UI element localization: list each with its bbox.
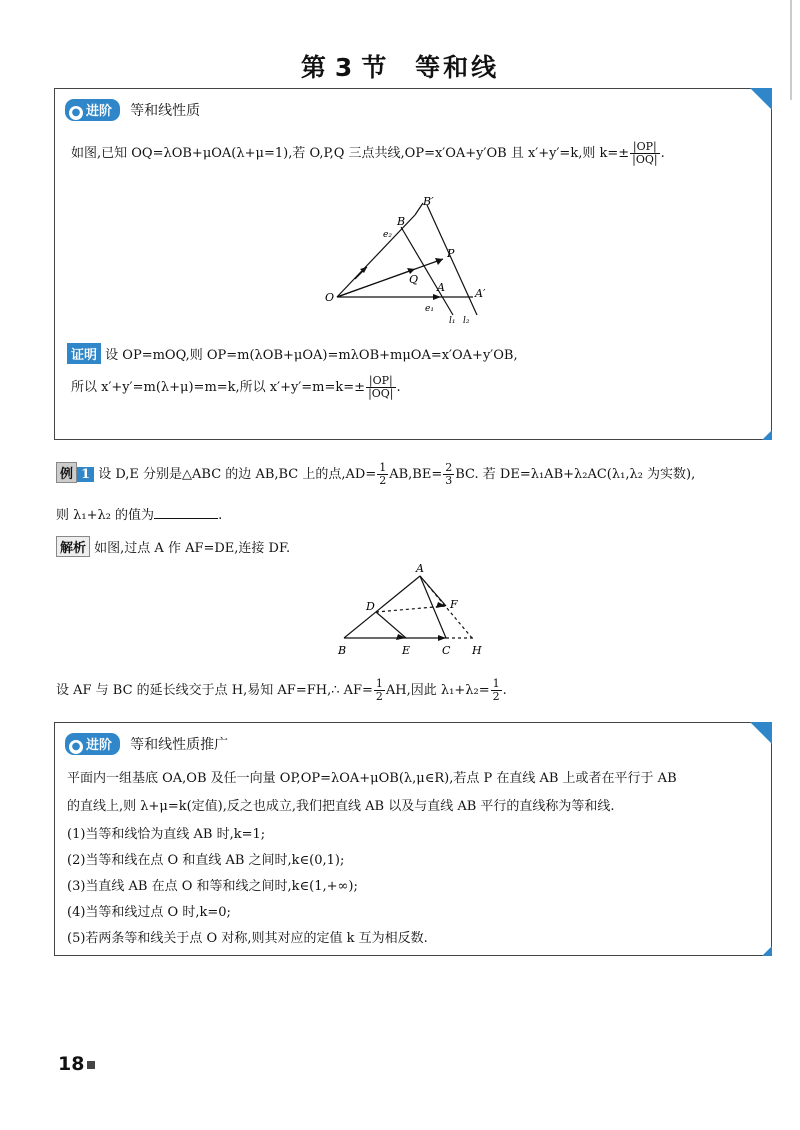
box-heading: 等和线性质推广 xyxy=(130,737,229,753)
solution-line-1: 解析 如图,过点 A 作 AF=DE,连接 DF. xyxy=(56,536,290,557)
triangle-figure xyxy=(0,562,800,662)
example-tag: 例 xyxy=(56,462,77,483)
label-A: A xyxy=(437,281,445,294)
proof-tag: 证明 xyxy=(67,343,101,364)
example-1-line-1: 例 1 设 D,E 分别是△ABC 的边 AB,BC 上的点,AD= $\frac{1}{2}$ AB,BE= $\frac{2}{3}$ BC. 若 DE=λ₁AB+λ₂AC(λ₁,λ₂ 为实数), xyxy=(56,462,695,487)
generalization-para-1: 平面内一组基底 OA,OB 及任一向量 OP,OP=λOA+μOB(λ,μ∈R),若点 P 在直线 AB 上或者在平行于 AB xyxy=(67,771,677,786)
example-1-line-2: 则 λ₁+λ₂ 的值为 . xyxy=(56,508,223,523)
label-E: E xyxy=(402,644,411,657)
label-B-prime: B′ xyxy=(423,197,434,208)
label-H: H xyxy=(472,644,482,657)
label-B: B xyxy=(397,215,406,228)
label-A-prime: A′ xyxy=(475,287,486,300)
label-A: A xyxy=(416,562,424,575)
label-B: B xyxy=(338,644,347,657)
generalization-para-2: 的直线上,则 λ+μ=k(定值),反之也成立,我们把直线 AB 以及与直线 AB 平行的直线称为等和线. xyxy=(67,799,615,814)
label-O: O xyxy=(325,291,335,304)
label-P: P xyxy=(447,247,455,260)
label-F: F xyxy=(450,598,458,611)
label-l2: l₂ xyxy=(463,316,470,326)
list-item: (4)当等和线过点 O 时,k=0; xyxy=(67,905,231,920)
list-item: (5)若两条等和线关于点 O 对称,则其对应的定值 k 互为相反数. xyxy=(67,931,428,946)
property-box xyxy=(54,88,772,440)
advanced-tag: ● 进阶 xyxy=(65,99,120,121)
label-e1: e₁ xyxy=(425,304,434,314)
advanced-tag: ● 进阶 xyxy=(65,733,120,755)
generalization-box xyxy=(54,722,772,956)
property-statement: 如图,已知 OQ=λOB+μOA(λ+μ=1),若 O,P,Q 三点共线,OP=x′OA+y′OB 且 x′+y′=k,则 k=± $\frac{|OP|}{|OQ|}$ . xyxy=(71,140,665,166)
label-l1: l₁ xyxy=(449,316,456,326)
label-e2: e₂ xyxy=(383,230,392,240)
label-C: C xyxy=(442,644,451,657)
proof-line-1: 证明 设 OP=mOQ,则 OP=m(λOB+μOA)=mλOB+mμOA=x′OA+y′OB, xyxy=(67,343,518,364)
label-Q: Q xyxy=(409,273,419,286)
solution-line-2: 设 AF 与 BC 的延长线交于点 H,易知 AF=FH,∴ AF= $\frac{1}{2}$ AH,因此 λ₁+λ₂= $\frac{1}{2}$ . xyxy=(56,677,507,703)
answer-blank xyxy=(154,518,218,519)
list-item: (2)当等和线在点 O 和直线 AB 之间时,k∈(0,1); xyxy=(67,853,345,868)
label-D: D xyxy=(366,600,375,613)
page-number: 18 xyxy=(58,1053,95,1075)
section-title: 第 3 节 等和线 xyxy=(300,53,500,82)
list-item: (3)当直线 AB 在点 O 和等和线之间时,k∈(1,+∞); xyxy=(67,879,358,894)
equal-sum-line-figure xyxy=(55,197,771,327)
proof-line-2: 所以 x′+y′=m(λ+μ)=m=k,所以 x′+y′=m=k=± $\frac{|OP|}{|OQ|}$ . xyxy=(71,374,401,400)
solution-tag: 解析 xyxy=(56,536,90,557)
box-heading: 等和线性质 xyxy=(130,103,201,119)
list-item: (1)当等和线恰为直线 AB 时,k=1; xyxy=(67,827,266,842)
